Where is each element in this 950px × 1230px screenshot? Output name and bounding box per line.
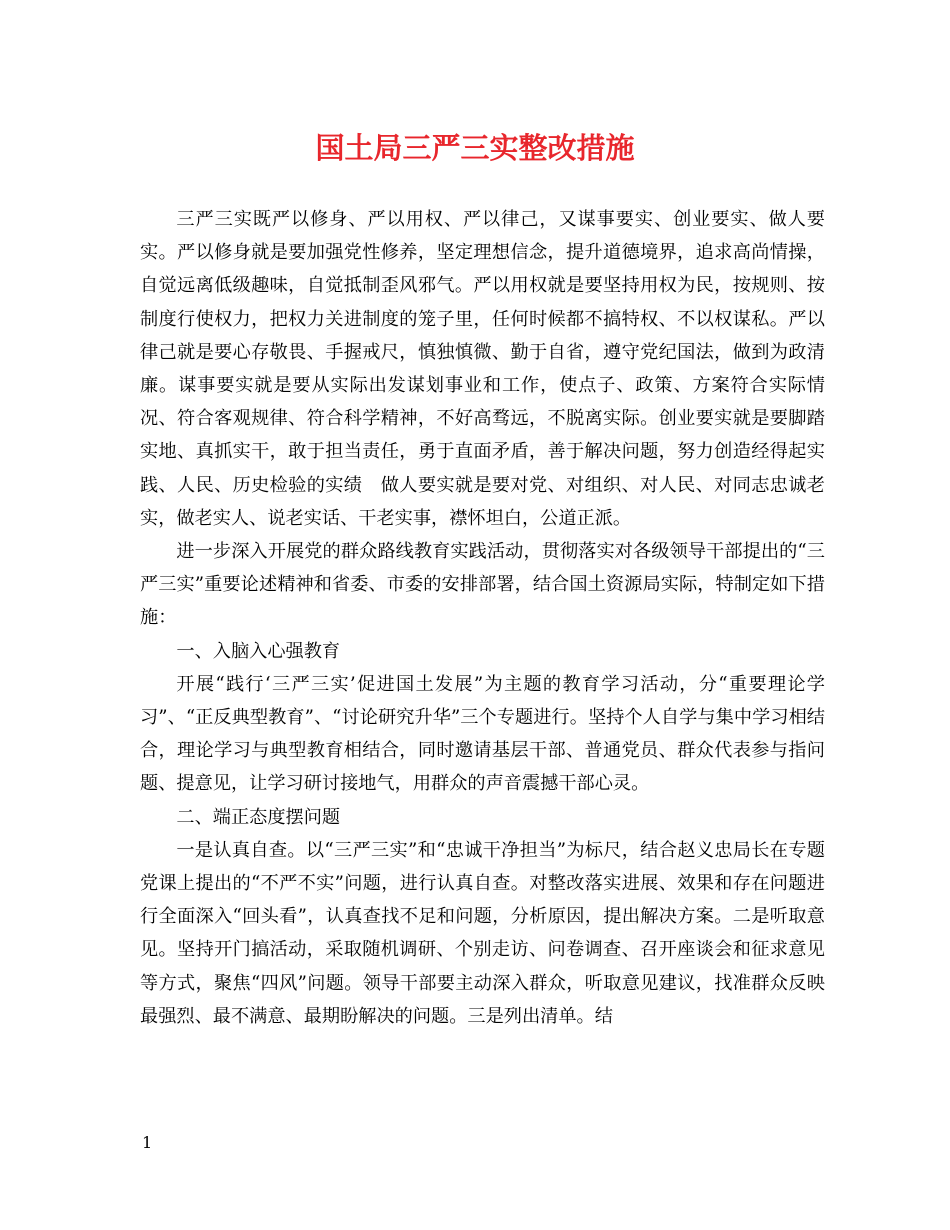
document-body — [140, 203, 825, 1033]
page-number: 1 — [142, 1133, 153, 1152]
paragraph-problems: 一是认真自查。以“三严三实”和“忠诚干净担当”为标尺，结合赵义忠局长在专题党课上提出的“不严不实”问题，进行认真自查。对整改落实进展、效果和存在问题进行全面深入“回头看”，认真查找不足和问题，分析原因，提出解决方案。二是听取意见。坚持开门搞活动，采取随机调研、个别走访、问卷调查、召开座谈会和征求意见等方式，聚焦“四风”问题。领导干部要主动深入群众，听取意见建议，找准群众反映最强烈、最不满意、最期盼解决的问题。三是列出清单。结 — [140, 839, 825, 1027]
paragraph-purpose: 进一步深入开展党的群众路线教育实践活动，贯彻落实对各级领导干部提出的“三严三实”重要论述精神和省委、市委的安排部署，结合国土资源局实际，特制定如下措施： — [140, 541, 825, 629]
section-heading-1: 一、入脑入心强教育 — [176, 640, 341, 662]
section-heading-2: 二、端正态度摆问题 — [176, 806, 341, 828]
paragraph-education: 开展“践行‘三严三实’促进国土发展”为主题的教育学习活动，分“重要理论学习”、“正反典型教育”、“讨论研究升华”三个专题进行。坚持个人自学与集中学习相结合，理论学习与典型教育相结合，同时邀请基层干部、普通党员、群众代表参与指问题、提意见，让学习研讨接地气，用群众的声音震撼干部心灵。 — [140, 673, 825, 795]
paragraph-intro: 三严三实既严以修身、严以用权、严以律己，又谋事要实、创业要实、做人要实。严以修身就是要加强党性修养，坚定理想信念，提升道德境界，追求高尚情操，自觉远离低级趣味，自觉抵制歪风邪气。严以用权就是要坚持用权为民，按规则、按制度行使权力，把权力关进制度的笼子里，任何时候都不搞特权、不以权谋私。严以律己就是要心存敬畏、手握戒尺，慎独慎微、勤于自省，遵守党纪国法，做到为政清廉。谋事要实就是要从实际出发谋划事业和工作，使点子、政策、方案符合实际情况、符合客观规律、符合科学精神，不好高骛远，不脱离实际。创业要实就是要脚踏实地、真抓实干，敢于担当责任，勇于直面矛盾，善于解决问题，努力创造经得起实践、人民、历史检验的实绩 做人要实就是要对党、对组织、对人民、对同志忠诚老实，做老实人、说老实话、干老实事，襟怀坦白，公道正派。 — [140, 209, 825, 529]
document-title: 国土局三严三实整改措施 — [315, 131, 635, 165]
